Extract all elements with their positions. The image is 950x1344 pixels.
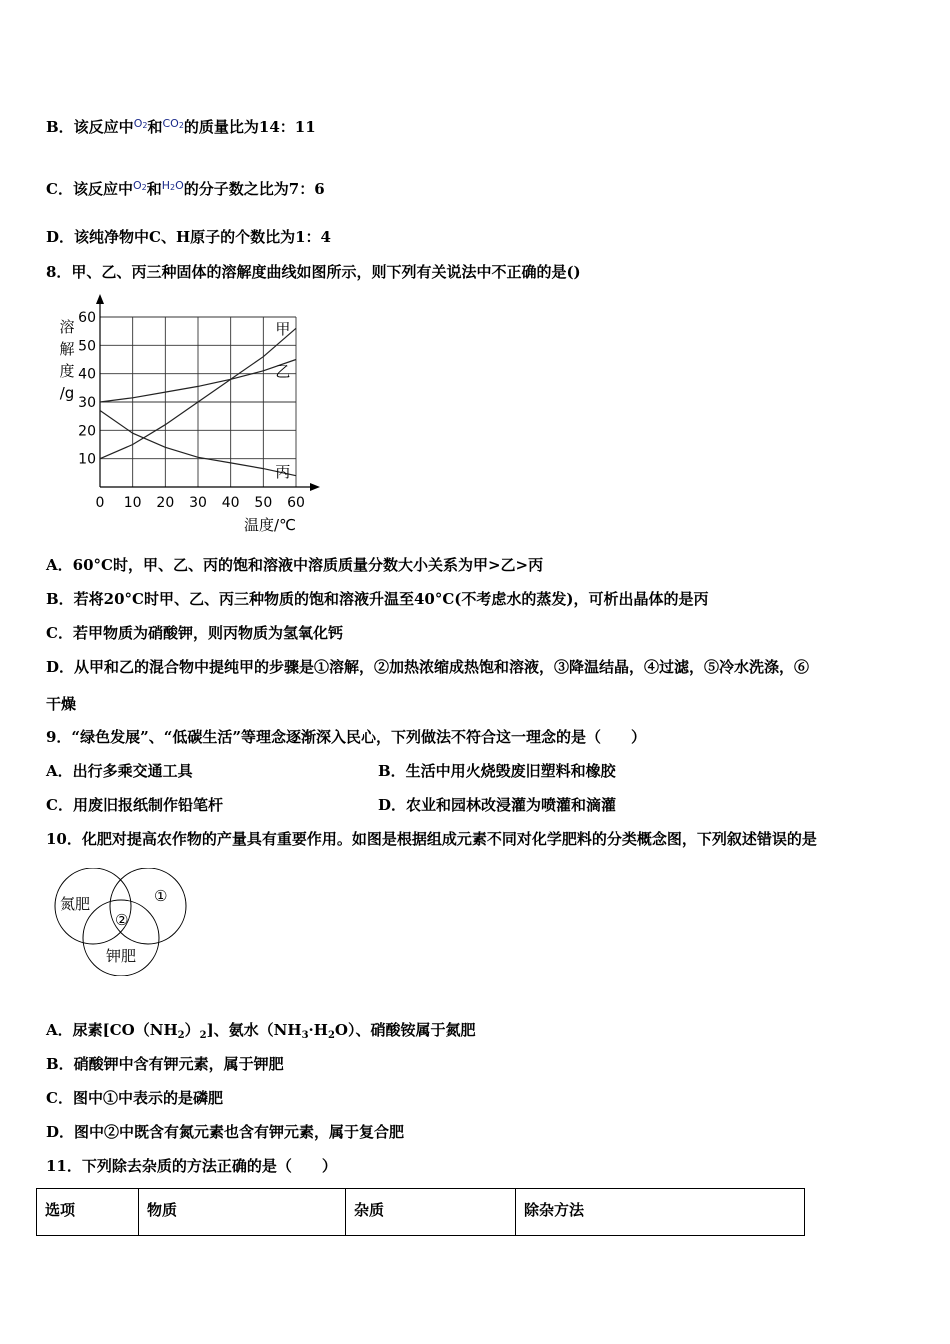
y-tick-label: 40 (78, 366, 96, 383)
x-tick-label: 60 (287, 495, 305, 511)
venn-label-nitrogen: 氮肥 (60, 895, 91, 913)
q9-option-b: B．生活中用火烧毁废旧塑料和橡胶 (378, 762, 616, 780)
q11-table (36, 1188, 805, 1236)
y-axis-label-char: 度 (59, 362, 75, 380)
q10-option-d: D．图中②中既含有氮元素也含有钾元素，属于复合肥 (46, 1123, 405, 1141)
x-tick-label: 30 (189, 495, 207, 511)
y-tick-label: 50 (78, 338, 96, 355)
q9-stem: 9．“绿色发展”、“低碳生活”等理念逐渐深入民心，下列做法不符合这一理念的是（ ） (46, 728, 646, 746)
q8-option-d-line1: D．从甲和乙的混合物中提纯甲的步骤是①溶解，②加热浓缩成热饱和溶液，③降温结晶，④过滤，⑤冷水洗涤，⑥ (46, 658, 810, 676)
series-label: 丙 (275, 463, 291, 482)
series-label: 乙 (275, 362, 291, 381)
y-axis-label-char: 解 (59, 340, 75, 358)
x-tick-label: 0 (95, 495, 105, 511)
q7-formula-o2: O2 (132, 179, 147, 192)
q9-option-d: D．农业和园林改浸灌为喷灌和滴灌 (378, 796, 617, 814)
q10-option-c: C．图中①中表示的是磷肥 (46, 1089, 223, 1107)
q9-option-c: C．用废旧报纸制作铅笔杆 (46, 796, 223, 814)
table-header-option: 选项 (37, 1189, 139, 1236)
solubility-chart (50, 290, 320, 540)
y-axis-label-char: 溶 (59, 318, 75, 336)
x-axis-arrow (310, 483, 320, 491)
q8-stem: 8．甲、乙、丙三种固体的溶解度曲线如图所示，则下列有关说法中不正确的是() (46, 263, 581, 281)
table-header-row (37, 1189, 805, 1236)
q7-option-d: D．该纯净物中C、H原子的个数比为1：4 (46, 228, 331, 246)
q8-option-b: B．若将20°C时甲、乙、丙三种物质的饱和溶液升温至40°C(不考虑水的蒸发)，可析出晶体的是丙 (46, 590, 709, 608)
y-tick-label: 60 (78, 310, 96, 326)
q9-option-a: A．出行多乘交通工具 (46, 762, 193, 780)
venn-mark-1: ① (154, 887, 168, 905)
q11-stem: 11．下列除去杂质的方法正确的是（ ） (46, 1157, 337, 1175)
table-header-substance: 物质 (139, 1189, 346, 1236)
table-header-impurity: 杂质 (346, 1189, 516, 1236)
x-tick-label: 50 (254, 495, 273, 511)
x-tick-label: 40 (221, 495, 240, 511)
q7-formula-co2: CO2 (162, 117, 184, 130)
venn-circle-phosphorus (110, 868, 186, 944)
y-tick-label: 20 (78, 423, 96, 440)
q10-option-a: A．尿素$[CO(NH_2)_2]$、氨水$(NH_3\cdot H_2O)$、硝酸铵属于氮肥 (46, 1021, 476, 1041)
q8-option-d-line2: 干燥 (46, 695, 77, 713)
q7-option-b-prefix: B．该反应中 (46, 118, 134, 136)
q7-formula-h2o: H2O (161, 179, 184, 192)
x-tick-label: 20 (156, 495, 175, 511)
table-header-method: 除杂方法 (516, 1189, 805, 1236)
series-label: 甲 (275, 320, 291, 338)
q10-option-b: B．硝酸钾中含有钾元素，属于钾肥 (46, 1055, 284, 1073)
q7-option-b: B．该反应中$^{O_2}$和$^{CO_2}$的质量比为14：11 (46, 117, 316, 136)
q10-stem: 10．化肥对提高农作物的产量具有重要作用。如图是根据组成元素不同对化学肥料的分类概念图，下列叙述错误的是 (46, 830, 817, 848)
x-axis-label: 温度/℃ (244, 516, 296, 534)
venn-label-potassium: 钾肥 (106, 947, 137, 965)
y-tick-label: 30 (78, 395, 96, 411)
q8-option-a: A．60°C时，甲、乙、丙的饱和溶液中溶质质量分数大小关系为甲>乙>丙 (46, 556, 544, 574)
y-axis-arrow (96, 294, 104, 304)
q8-option-c: C．若甲物质为硝酸钾，则丙物质为氢氧化钙 (46, 624, 343, 642)
chart-labels (59, 310, 304, 534)
q7-option-c: C．该反应中$^{O_2}$和$^{H_2O}$的分子数之比为7：6 (46, 179, 325, 198)
x-tick-label: 10 (123, 495, 142, 511)
fertilizer-venn-diagram (48, 868, 193, 976)
y-axis-label-char: /g (59, 384, 75, 402)
venn-mark-2: ② (115, 911, 129, 929)
y-tick-label: 10 (78, 451, 96, 468)
q7-formula-o2: O2 (133, 117, 148, 130)
